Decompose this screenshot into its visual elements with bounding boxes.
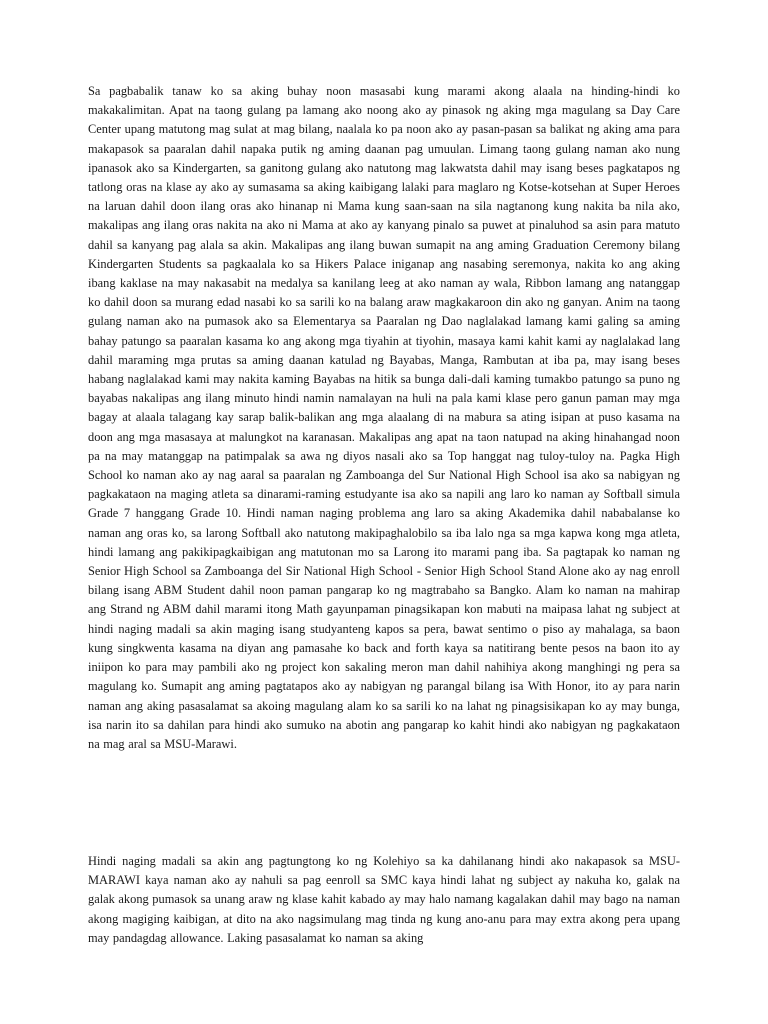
paragraph-2: Hindi naging madali sa akin ang pagtungtong ko ng Kolehiyo sa ka dahilanang hindi ako nakapasok sa MSU-MARAWI kaya naman ako ay nahuli sa pag eenroll sa SMC kaya hindi lahat ng subject ay nakuha ko, galak na galak akong pumasok sa unang araw ng klase kahit kabado ay may halo namang kagalakan dahil may bago na naman akong magiging kaibigan, at dito na ako nagsimulang mag tinda ng kung ano-anu para may extra akong pera upang may pandagdag allowance. Laking pasasalamat ko naman sa aking	[88, 854, 681, 945]
paragraph-1: Sa pagbabalik tanaw ko sa aking buhay noon masasabi kung marami akong alaala na hinding-hindi ko makakalimitan. Apat na taong gulang pa lamang ako noong ako ay pinasok ng aking mga magulang sa Day Care Center upang matutong mag sulat at mag bilang, naalala ko pa noon ako ay pasan-pasan sa balikat ng aking ama para makapasok sa paaralan dahil napaka putik ng aming daanan pag umuulan. Limang taong gulang naman ako nung ipanasok ako sa Kindergarten, sa ganitong gulang ako natutong mag lakwatsta dahil may isang beses pagkatapos ng tatlong oras na klase ay ako ay sumasama sa aking kaibigang lalaki para maglaro ng Kotse-kotsehan at Super Heroes na laruan dahil doon ilang oras ako hinanap ni Mama kung saan-saan na sila nagtanong kung nakita ba nila ako, makalipas ang ilang oras nakita na ako ni Mama at ako ay kanyang pinalo sa puwet at pinaluhod sa asin para matuto dahil sa kanyang pag alala sa akin. Makalipas ang ilang buwan sumapit na ang aming Graduation Ceremony bilang Kindergarten Students sa pagkaalala ko sa Hikers Palace iniganap ang nasabing seremonya, nakita ko ang aking ibang kaklase na may nakasabit na medalya sa kanilang leeg at ako naman ay wala, Ribbon lamang ang natanggap ko dahil doon sa murang edad nasabi ko sa sarili ko na balang araw magkakaroon din ako ng ganyan. Anim na taong gulang naman ako na pumasok ako sa Elementarya sa Paaralan ng Dao naglalakad lamang kami galing sa aming bahay patungo sa paaralan kasama ko ang akong mga tiyahin at tiyohin, masaya kami kahit kami ay naglalakad lang dahil maraming mga prutas sa aming daanan katulad ng Bayabas, Manga, Rambutan at iba pa, may isang beses habang naglalakad kami may nakita kaming Bayabas na hitik sa bunga dali-dali kaming tumakbo patungo sa puno ng bayabas nakalipas ang ilang minuto hindi namin namalayan na huli na pala kami klase pero ganun paman may mga bagay at alaala talagang kay sarap balik-balikan ang mga alaalang di na mabura sa ating isipan at puso kasama na doon ang mga masasaya at malungkot na karanasan. Makalipas ang apat na taon natupad na aking hinahangad noon pa na may matanggap na patimpalak sa awa ng diyos nasali ako sa Top hanggat nag tuloy-tuloy na. Pagka High School ko naman ako ay nag aaral sa paaralan ng Zamboanga del Sur National High School isa ako sa nabigyan ng pagkakataon na maging atleta sa dinarami-raming estudyante isa ako sa napili ang laro ko naman ay Softball simula Grade 7 hanggang Grade 10. Hindi naman naging problema ang laro sa aking Akademika dahil nababalanse ko naman ang oras ko, sa larong Softball ako natutong makipaghalobilo sa iba lalo nga sa mga kapwa kong mga atleta, hindi lamang ang pakikipagkaibigan ang matutonan mo sa Larong ito marami pang iba. Sa pagtapak ko naman ng Senior High School sa Zamboanga del Sir National High School - Senior High School Stand Alone ako ay nag enroll bilang isang ABM Student dahil noon paman pangarap ko ng magtrabaho sa Bangko. Alam ko naman na mahirap ang Strand ng ABM dahil marami itong Math gayunpaman pinagsikapan kon mabuti na maipasa lahat ng subject at hindi naging madali sa akin maging isang studyanteng kapos sa pera, bawat sentimo o piso ay mahalaga, sa baon kung singkwenta kasama na diyan ang pamasahe ko back and forth kaya sa natitirang bente pesos na baon ito ay iniipon ko para may pambili ako ng project kon sakaling meron man dahil nahihiya akong manghingi ng pera sa magulang ko. Sumapit ang aming pagtatapos ako ay nabigyan ng parangal bilang isa With Honor, ito ay para narin naman ang aking pasasalamat sa akoing magulang alam ko sa sarili ko na lahat ng pinagsisikapan ko ay may bunga, isa narin ito sa dahilan para hindi ako sumuko na abotin ang pangarap ko kahit hindi ako nabigyan ng pagkakataon na mag aral sa MSU-Marawi.	[88, 84, 680, 751]
